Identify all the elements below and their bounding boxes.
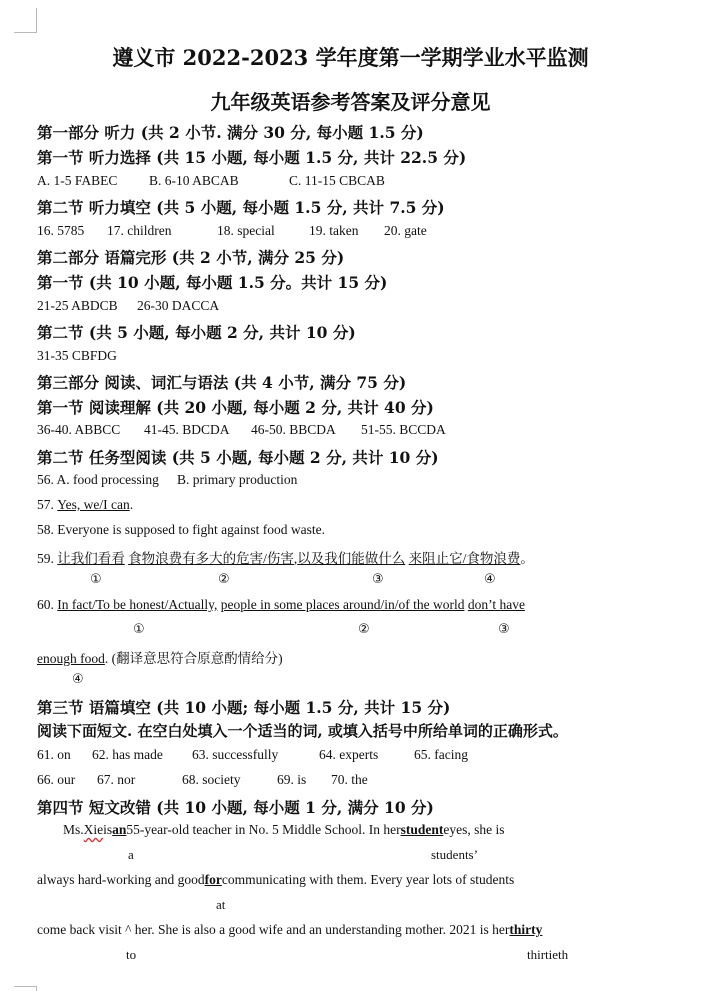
answer-60-continued [37,647,283,667]
comma: , [293,551,298,566]
part3-section3-answers-row1 [37,747,468,763]
part2-section1-heading: 第一节 (共 10 小题, 每小题 1.5 分。共计 15 分) [37,273,388,292]
part1-heading: 第一部分 听力 (共 2 小节. 满分 30 分, 每小题 1.5 分) [37,123,424,142]
answer-group: C. 11-15 CBCAB [289,173,385,188]
part3-section1-heading: 第一节 阅读理解 (共 20 小题, 每小题 2 分, 共计 40 分) [37,398,434,417]
part1-section2-answers [37,223,427,239]
answer-58: 58. Everyone is supposed to fight against food waste. [37,522,325,537]
error-word: for [204,872,222,887]
correction-word: at [216,897,226,912]
error-word: student [400,822,444,837]
error-word: thirty [509,922,543,937]
answer-item: 70. the [331,772,368,787]
part2-heading: 第二部分 语篇完形 (共 2 小节, 满分 25 分) [37,248,345,267]
correction-word: students’ [431,847,478,862]
part1-section1-heading: 第一节 听力选择 (共 15 小题, 每小题 1.5 分, 共计 22.5 分) [37,148,467,167]
marker-circled-3: ③ [498,622,510,637]
answer-item: 17. children [107,223,172,238]
answer-60-part3: don’t have [467,597,525,612]
text-run: eyes, she is [443,822,505,837]
answer-60 [37,597,525,613]
part1-section2-heading: 第二节 听力填空 (共 5 小题, 每小题 1.5 分, 共计 7.5 分) [37,198,445,217]
answer-item: 67. nor [97,772,136,787]
answer-item: 16. 5785 [37,223,85,238]
document-subtitle: 九年级英语参考答案及评分意见 [210,90,491,114]
answer-60-part2: people in some places around/in/of the world [220,597,465,612]
text-run: is [103,822,113,837]
text-run: Ms. [63,822,84,837]
text-run: 55-year-old teacher in No. 5 Middle School. In her [126,822,401,837]
answer-number: 59. [37,551,54,566]
marker-circled-4: ④ [484,572,496,587]
document-title: 遵义市 2022-2023 学年度第一学期学业水平监测 [112,45,589,70]
text-run: come back visit ^ her. She is also a good wife and an understanding mother. 2021 is her [37,922,510,937]
answer-group: 21-25 ABDCB [37,298,118,313]
answer-group: A. 1-5 FABEC [37,173,118,188]
grading-note: . (翻译意思符合原意酌情给分) [104,651,283,666]
answer-item: 19. taken [309,223,359,238]
error-word: an [112,822,127,837]
marker-circled-1: ① [133,622,145,637]
marker-circled-2: ② [218,572,230,587]
answer-57-text: Yes, we/I can [57,497,130,512]
answer-group: 46-50. BBCDA [251,422,336,437]
error-correction-line3 [37,922,542,938]
answer-59-part1: 让我们看看 [57,551,125,566]
answer-group: B. 6-10 ABCAB [149,173,239,188]
text-run: always hard-working and good [37,872,205,887]
part3-section3-instruction: 阅读下面短文. 在空白处填入一个适当的词, 或填入括号中所给单词的正确形式。 [37,722,568,740]
answer-item: 63. successfully [192,747,279,762]
part3-section3-heading: 第三节 语篇填空 (共 10 小题; 每小题 1.5 分, 共计 15 分) [37,698,451,717]
error-correction-line2 [37,872,514,888]
correction-word: a [128,847,134,862]
answer-item: 68. society [182,772,241,787]
answer-60-part4: enough food [37,651,105,666]
spellcheck-word: Xie [83,822,104,837]
part2-section2-heading: 第二节 (共 5 小题, 每小题 2 分, 共计 10 分) [37,323,356,342]
answer-number: 57. [37,497,54,512]
answer-59 [37,547,534,567]
part1-section1-answers [37,173,385,189]
answer-56-a: 56. A. food processing [37,472,159,487]
answer-item: 62. has made [92,747,163,762]
part3-heading: 第三部分 阅读、词汇与语法 (共 4 小节, 满分 75 分) [37,373,407,392]
part3-section1-answers [37,422,446,438]
text-run: communicating with them. Every year lots of students [221,872,515,887]
answer-group: 36-40. ABBCC [37,422,121,437]
answer-group: 41-45. BDCDA [144,422,230,437]
part3-section4-heading: 第四节 短文改错 (共 10 小题, 每小题 1 分, 满分 10 分) [37,798,434,817]
crop-mark-bottom-left [14,986,37,991]
answer-item: 65. facing [414,747,468,762]
answer-item: 18. special [217,223,275,238]
marker-circled-2: ② [358,622,370,637]
period: . [129,497,134,512]
answer-item: 61. on [37,747,71,762]
correction-word: to [126,947,137,962]
part2-section2-answer: 31-35 CBFDG [37,348,117,363]
answer-59-part3: 以及我们能做什么 [297,551,406,566]
error-correction-line1 [63,822,504,838]
answer-item: 64. experts [319,747,379,762]
part2-section1-answers [37,298,219,314]
answer-57 [37,497,133,513]
answer-59-part2: 食物浪费有多大的危害/伤害 [128,551,294,566]
answer-59-part4: 来阻止它/食物浪费 [408,551,521,566]
answer-56 [37,472,297,488]
part3-section3-answers-row2 [37,772,368,788]
answer-item: 66. our [37,772,76,787]
answer-item: 20. gate [384,223,427,238]
answer-number: 60. [37,597,54,612]
marker-circled-3: ③ [372,572,384,587]
answer-56-b: B. primary production [177,472,298,487]
correction-word: thirtieth [527,947,569,962]
marker-circled-4: ④ [72,672,84,687]
answer-group: 51-55. BCCDA [361,422,446,437]
period: 。 [520,551,534,566]
answer-60-part1: In fact/To be honest/Actually, [57,597,218,612]
marker-circled-1: ① [90,572,102,587]
part3-section2-heading: 第二节 任务型阅读 (共 5 小题, 每小题 2 分, 共计 10 分) [37,448,439,467]
crop-mark-top-left [14,8,37,33]
answer-item: 69. is [277,772,307,787]
answer-group: 26-30 DACCA [137,298,220,313]
